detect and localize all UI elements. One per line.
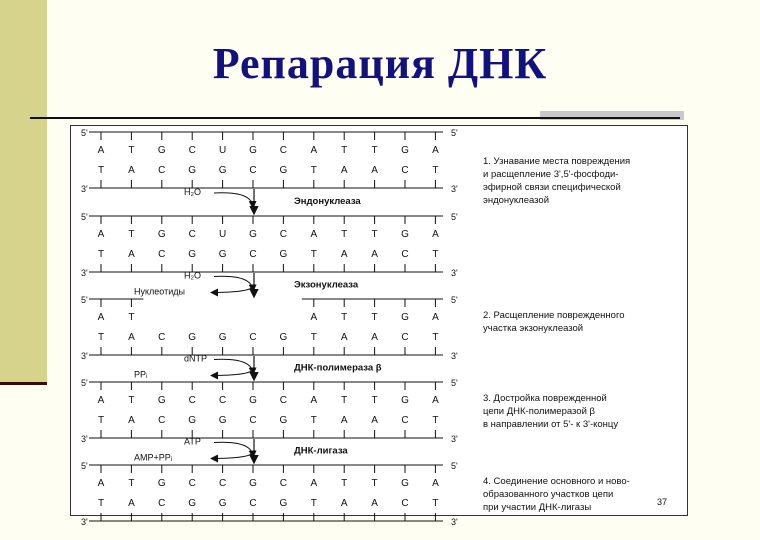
bottom-base: G <box>279 249 288 260</box>
strand-end-label: 3' <box>451 351 458 361</box>
top-base: U <box>218 229 227 240</box>
top-base: T <box>128 229 135 240</box>
top-base: G <box>249 145 257 156</box>
strand-end-label: 3' <box>81 517 88 527</box>
bottom-base: G <box>279 165 288 176</box>
top-base: T <box>341 229 348 240</box>
top-base: G <box>249 478 257 489</box>
bottom-base: C <box>249 165 257 176</box>
substrate-label: dNTP <box>184 353 208 364</box>
top-base: T <box>128 145 135 156</box>
bottom-base: A <box>340 415 348 426</box>
top-base: T <box>341 312 348 323</box>
bottom-base: T <box>310 165 317 176</box>
bottom-base: C <box>249 498 257 509</box>
product-label: AMP+PPᵢ <box>134 452 173 463</box>
bottom-base: A <box>371 165 378 176</box>
dna-repair-figure <box>70 125 688 527</box>
top-base: T <box>341 395 348 406</box>
step-description-line: цепи ДНК-полимеразой β <box>483 406 595 417</box>
page-number: 37 <box>656 497 667 507</box>
bottom-base: A <box>128 415 135 426</box>
bottom-base: C <box>249 415 257 426</box>
bottom-base: T <box>310 498 317 509</box>
step-description-line: 1. Узнавание места повреждения <box>483 156 631 167</box>
bottom-base: G <box>218 332 227 343</box>
substrate-label: H₂O <box>184 187 201 197</box>
top-base: C <box>188 229 196 240</box>
top-base: G <box>157 229 166 240</box>
substrate-arrow <box>214 359 253 373</box>
bottom-base: G <box>279 415 288 426</box>
strand-end-label: 3' <box>81 184 88 194</box>
title-rule <box>30 117 680 119</box>
step-description-line: 4. Соединение основного и ново- <box>483 476 630 487</box>
bottom-base: C <box>158 415 166 426</box>
strand-end-label: 5' <box>81 295 88 305</box>
top-base: A <box>432 145 439 156</box>
bottom-base: G <box>218 165 227 176</box>
top-base: A <box>310 312 318 323</box>
top-base: C <box>279 145 288 156</box>
product-arrow <box>212 287 254 293</box>
top-base: T <box>371 312 378 323</box>
substrate-arrow <box>214 193 253 207</box>
substrate-label: ATP <box>184 436 201 447</box>
bottom-base: T <box>432 498 439 509</box>
enzyme-label: ДНК-полимераза β <box>294 362 382 374</box>
strand-end-label: 5' <box>451 378 458 388</box>
top-base: C <box>279 229 288 240</box>
top-base: A <box>310 229 318 240</box>
step-description-line: и расщепление 3',5'-фосфоди- <box>483 169 619 180</box>
top-base: A <box>97 229 105 240</box>
top-base: U <box>218 145 227 156</box>
bottom-base: T <box>310 249 317 260</box>
top-base: A <box>97 312 105 323</box>
bottom-base: A <box>340 332 348 343</box>
bottom-base: G <box>188 415 197 426</box>
bottom-base: T <box>310 415 317 426</box>
top-base: A <box>97 478 105 489</box>
bottom-base: C <box>401 332 409 343</box>
bottom-base: G <box>218 498 227 509</box>
product-label: Нуклеотиды <box>134 286 185 297</box>
top-base: G <box>157 145 166 156</box>
top-base: G <box>401 395 409 406</box>
top-base: A <box>97 395 105 406</box>
top-base: A <box>432 395 439 406</box>
bottom-base: G <box>188 249 197 260</box>
top-base: A <box>310 145 318 156</box>
bottom-base: A <box>128 249 135 260</box>
strand-end-label: 5' <box>81 378 88 388</box>
top-base: G <box>401 312 409 323</box>
top-base: T <box>371 478 378 489</box>
strand-end-label: 5' <box>451 295 458 305</box>
substrate-arrow <box>214 276 253 290</box>
strand-end-label: 5' <box>81 128 88 138</box>
strand-end-label: 5' <box>451 128 458 138</box>
bottom-base: C <box>158 249 166 260</box>
bottom-base: C <box>158 165 166 176</box>
top-base: G <box>157 395 166 406</box>
bottom-base: C <box>401 249 409 260</box>
slide-title: Репарация ДНК <box>212 39 548 88</box>
top-base: G <box>401 229 409 240</box>
bottom-base: T <box>432 249 439 260</box>
bottom-base: T <box>432 165 439 176</box>
bottom-base: T <box>97 165 105 176</box>
top-base: C <box>188 478 196 489</box>
enzyme-label: Экзонуклеаза <box>294 279 359 291</box>
step-description-line: эфирной связи специфической <box>483 182 621 193</box>
top-base: A <box>310 478 318 489</box>
strand-end-label: 5' <box>81 461 88 471</box>
top-base: G <box>401 478 409 489</box>
top-base: G <box>249 229 257 240</box>
bottom-base: G <box>188 332 197 343</box>
strand-end-label: 3' <box>81 268 88 278</box>
bottom-base: C <box>401 165 409 176</box>
bottom-base: G <box>188 165 197 176</box>
bottom-base: T <box>432 332 439 343</box>
top-base: A <box>432 478 439 489</box>
enzyme-label: ДНК-лигаза <box>294 445 348 457</box>
top-base: A <box>97 145 105 156</box>
bottom-base: C <box>158 332 166 343</box>
strand-end-label: 3' <box>451 184 458 194</box>
bottom-base: A <box>371 249 378 260</box>
bottom-base: G <box>279 498 288 509</box>
enzyme-label: Эндонуклеаза <box>294 196 361 207</box>
strand-end-label: 3' <box>81 351 88 361</box>
strand-end-label: 5' <box>451 212 458 222</box>
top-base: T <box>371 395 378 406</box>
bottom-base: C <box>401 498 409 509</box>
bottom-base: C <box>158 498 166 509</box>
top-base: C <box>188 145 196 156</box>
bottom-base: A <box>340 498 348 509</box>
top-base: G <box>157 478 166 489</box>
slide-side-line <box>0 382 47 385</box>
strand-end-label: 3' <box>451 434 458 444</box>
top-base: A <box>432 229 439 240</box>
step-description-line: в направлении от 5'- к 3'-концу <box>483 419 619 430</box>
top-base: C <box>218 478 227 489</box>
product-label: PPᵢ <box>134 369 148 380</box>
product-arrow <box>212 370 254 376</box>
product-arrow <box>212 453 254 459</box>
step-description-line: участка экзонуклеазой <box>483 323 584 334</box>
bottom-base: T <box>310 332 317 343</box>
bottom-base: A <box>340 249 348 260</box>
bottom-base: G <box>218 415 227 426</box>
bottom-base: A <box>128 332 135 343</box>
top-base: A <box>310 395 318 406</box>
bottom-base: T <box>97 249 105 260</box>
top-base: C <box>279 478 288 489</box>
bottom-base: G <box>279 332 288 343</box>
bottom-base: A <box>340 165 348 176</box>
step-description-line: 2. Расщепление поврежденного <box>483 310 625 321</box>
top-base: T <box>371 229 378 240</box>
bottom-base: A <box>371 498 378 509</box>
bottom-base: A <box>128 165 135 176</box>
top-base: A <box>432 312 439 323</box>
top-base: T <box>128 395 135 406</box>
strand-end-label: 3' <box>81 434 88 444</box>
step-description-line: 3. Достройка поврежденной <box>483 393 607 404</box>
step-description-line: образованного участков цепи <box>483 489 614 500</box>
bottom-base: A <box>128 498 135 509</box>
top-base: C <box>279 395 288 406</box>
top-base: C <box>218 395 227 406</box>
bottom-base: C <box>401 415 409 426</box>
dna-repair-diagram <box>71 126 687 527</box>
strand-end-label: 3' <box>451 517 458 527</box>
top-base: G <box>401 145 409 156</box>
bottom-base: T <box>97 332 105 343</box>
strand-end-label: 3' <box>451 268 458 278</box>
strand-end-label: 5' <box>81 212 88 222</box>
top-base: T <box>128 478 135 489</box>
top-base: T <box>128 312 135 323</box>
bottom-base: T <box>97 498 105 509</box>
bottom-base: C <box>249 249 257 260</box>
top-base: T <box>371 145 378 156</box>
bottom-base: T <box>432 415 439 426</box>
bottom-base: A <box>371 415 378 426</box>
bottom-base: A <box>371 332 378 343</box>
top-base: G <box>249 395 257 406</box>
top-base: C <box>188 395 196 406</box>
bottom-base: C <box>249 332 257 343</box>
bottom-base: G <box>188 498 197 509</box>
step-description-line: при участии ДНК-лигазы <box>483 502 592 513</box>
top-base: T <box>341 145 348 156</box>
substrate-arrow <box>214 442 253 456</box>
top-base: T <box>341 478 348 489</box>
bottom-base: G <box>218 249 227 260</box>
bottom-base: T <box>97 415 105 426</box>
strand-end-label: 5' <box>451 461 458 471</box>
step-description-line: эндонуклеазой <box>483 195 550 206</box>
substrate-label: H₂O <box>184 270 201 281</box>
